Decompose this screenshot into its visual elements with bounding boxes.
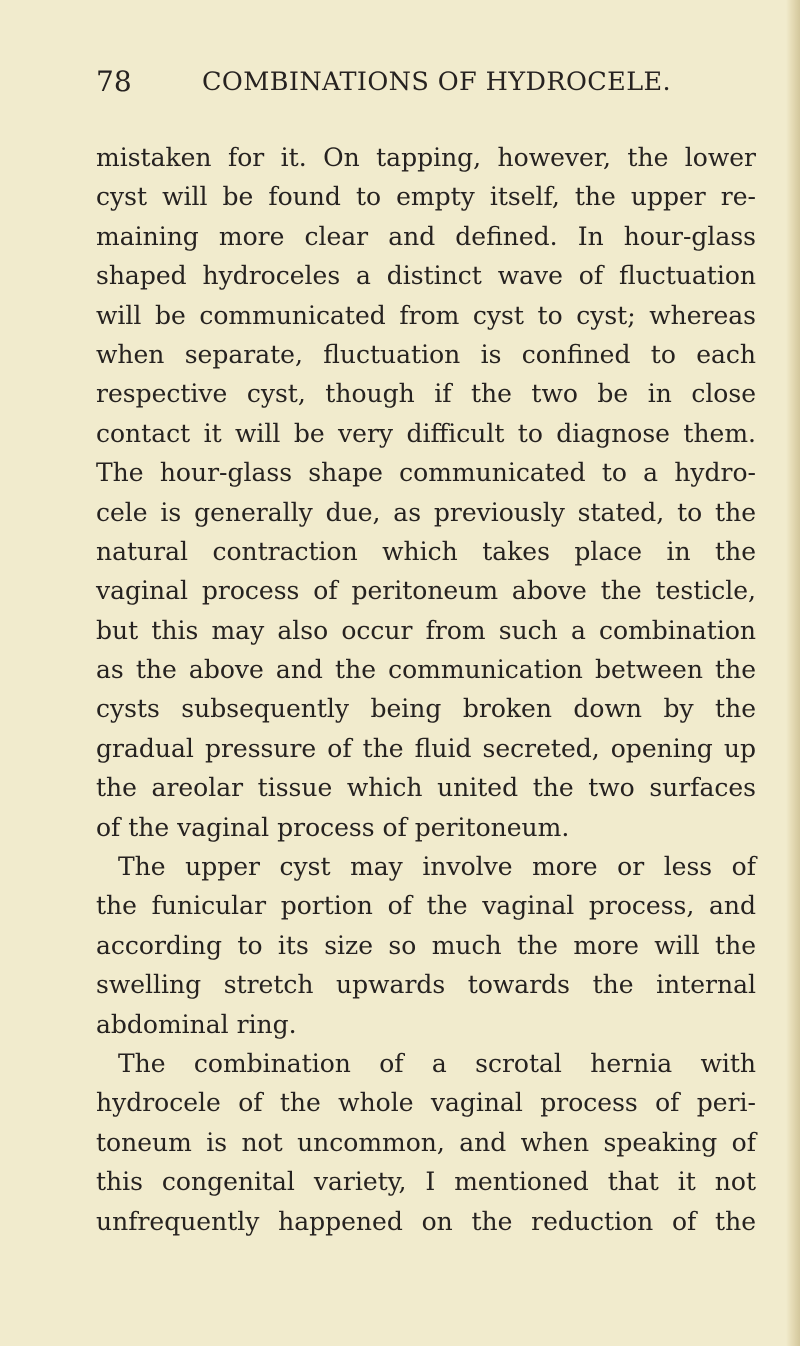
text-line: vaginal process of peritoneum above the testicle, (96, 576, 756, 606)
paragraph-end-line: abdominal ring. (96, 1009, 297, 1039)
page-edge-shadow (786, 0, 800, 1346)
text-line: will be communicated from cyst to cyst; whereas (96, 300, 756, 330)
page-header (70, 62, 770, 102)
text-line: the funicular portion of the vaginal process, and (96, 891, 756, 921)
text-line: according to its size so much the more will the (96, 930, 756, 960)
text-line: The hour-glass shape communicated to a hydro- (96, 458, 756, 488)
text-line: the areolar tissue which united the two surfaces (96, 773, 756, 803)
text-line: as the above and the communication between the (96, 655, 756, 685)
running-head: COMBINATIONS OF HYDROCELE. (202, 67, 672, 97)
text-line: respective cyst, though if the two be in close (96, 379, 756, 409)
paragraph-start-line: The upper cyst may involve more or less of (118, 852, 756, 882)
text-line: mistaken for it. On tapping, however, the lower (96, 143, 756, 172)
text-line: maining more clear and defined. In hour-glass (96, 221, 756, 251)
text-line: swelling stretch upwards towards the internal (96, 970, 756, 1000)
body-text (96, 138, 756, 1241)
paragraph-start-line: The combination of a scrotal hernia with (118, 1048, 756, 1078)
text-line: unfrequently happened on the reduction of the (96, 1206, 756, 1236)
text-line: natural contraction which takes place in the (96, 536, 756, 566)
page-number: 78 (96, 65, 132, 98)
text-line: this congenital variety, I mentioned that it not (96, 1167, 756, 1197)
text-line: when separate, fluctuation is confined to each (96, 339, 756, 369)
text-line: cele is generally due, as previously stated, to the (96, 497, 756, 527)
text-line: gradual pressure of the fluid secreted, opening up (96, 733, 756, 763)
text-line: cyst will be found to empty itself, the upper re- (96, 182, 756, 212)
text-line: cysts subsequently being broken down by the (96, 694, 756, 724)
text-line: hydrocele of the whole vaginal process of peri- (96, 1088, 756, 1118)
paragraph-end-line: of the vaginal process of peritoneum. (96, 812, 570, 842)
text-line: toneum is not uncommon, and when speaking of (96, 1127, 756, 1157)
text-line: but this may also occur from such a combination (96, 615, 756, 645)
text-line: contact it will be very difficult to diagnose them. (96, 418, 756, 448)
text-line: shaped hydroceles a distinct wave of fluctuation (96, 261, 756, 291)
